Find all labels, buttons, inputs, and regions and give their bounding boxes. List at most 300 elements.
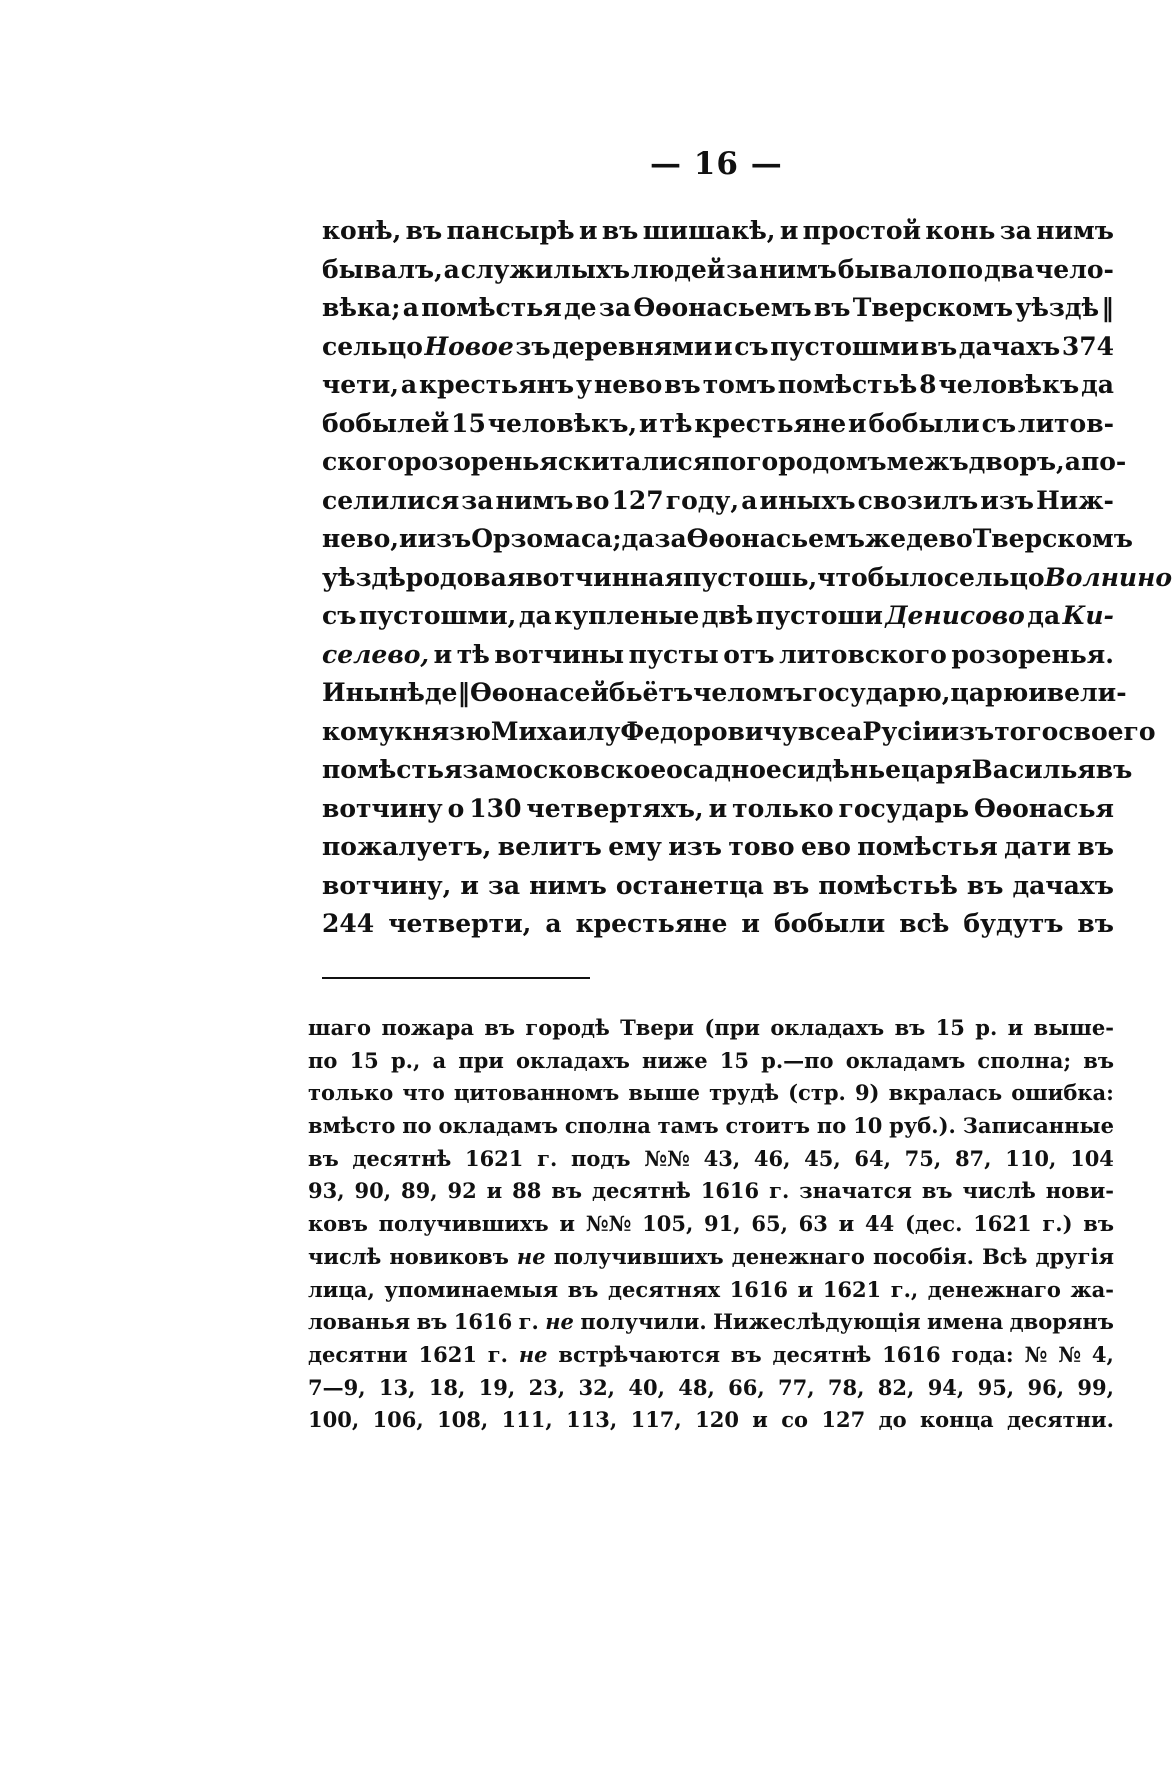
footnote-line xyxy=(308,1110,1114,1143)
word: по- xyxy=(1080,447,1127,476)
word: межъ xyxy=(886,447,969,476)
word: 90, xyxy=(354,1178,392,1204)
word: (при xyxy=(704,1015,760,1040)
word: человѣкъ xyxy=(938,370,1080,399)
word: было xyxy=(867,562,944,592)
word: нимъ xyxy=(759,254,837,284)
word: г. xyxy=(537,1145,558,1171)
word: по xyxy=(308,1047,338,1073)
word: бывалъ, xyxy=(322,254,443,284)
word: въ xyxy=(601,216,639,245)
word: за xyxy=(726,254,759,284)
word: г.) xyxy=(1042,1211,1073,1237)
word: шишакѣ, xyxy=(642,216,776,245)
word: уѣздѣ xyxy=(322,562,406,592)
main-text-line xyxy=(322,905,1114,944)
word: Твери xyxy=(620,1015,694,1040)
word: крестьяне xyxy=(575,909,728,938)
footnote-line xyxy=(308,1372,1114,1405)
word: де xyxy=(906,524,939,553)
word: пансырѣ xyxy=(446,216,575,245)
word: вкралась xyxy=(888,1080,1003,1106)
word: съ xyxy=(734,331,769,361)
word: Василья xyxy=(971,755,1096,784)
word: сполна; xyxy=(977,1047,1072,1073)
word: вели- xyxy=(1046,678,1127,707)
word: Федоровичу xyxy=(620,716,798,746)
word: (стр. xyxy=(788,1080,846,1106)
word: деревнями xyxy=(552,331,713,361)
word: челомъ xyxy=(693,678,803,707)
word: о xyxy=(447,793,465,823)
word: пустоши xyxy=(755,601,883,630)
word: и xyxy=(848,408,867,438)
word: 99, xyxy=(1077,1374,1114,1400)
word: до xyxy=(878,1407,907,1433)
word: будутъ xyxy=(963,909,1064,938)
word: лица, xyxy=(308,1276,375,1302)
word: московское xyxy=(494,755,667,784)
word: за xyxy=(461,485,494,515)
word: томъ xyxy=(702,370,776,399)
word: пустошми, xyxy=(358,601,517,630)
word: отъ xyxy=(723,639,775,669)
word: 1616 xyxy=(700,1178,760,1204)
word: вотчину xyxy=(322,793,443,823)
word: и xyxy=(486,1178,503,1204)
footnote xyxy=(308,1012,1114,1437)
word: и xyxy=(559,1211,575,1237)
word: тово xyxy=(728,832,795,861)
word: 15 xyxy=(349,1047,379,1073)
word: 19, xyxy=(478,1374,516,1400)
word: человѣкъ, xyxy=(487,408,638,438)
word: получившихъ xyxy=(378,1211,549,1237)
word: чело- xyxy=(1035,254,1114,284)
word: въ xyxy=(551,1178,583,1204)
word: 89, xyxy=(400,1178,438,1204)
word: 78, xyxy=(827,1374,865,1400)
word: №№ xyxy=(585,1211,632,1237)
main-text-line xyxy=(322,636,1114,675)
word: тамъ xyxy=(657,1113,719,1139)
word: де xyxy=(424,678,458,707)
word: 15 xyxy=(935,1015,965,1040)
footnote-line xyxy=(308,1045,1114,1078)
word: скиталися xyxy=(557,447,712,476)
word: денежнаго xyxy=(731,1243,865,1269)
word: десятнях xyxy=(607,1276,721,1302)
word: въ xyxy=(567,1276,599,1302)
word: пособія. xyxy=(872,1243,974,1269)
word: князю xyxy=(394,716,491,746)
word: всѣ xyxy=(899,909,950,938)
word: а xyxy=(741,485,758,515)
word: того xyxy=(994,716,1059,746)
word: г. xyxy=(487,1341,508,1367)
word: въ xyxy=(813,293,851,322)
word: что xyxy=(817,562,868,592)
word: Ѳѳонасьемъ xyxy=(686,524,865,553)
main-text-line xyxy=(322,405,1114,444)
word: 92 xyxy=(447,1178,477,1204)
word: г. xyxy=(769,1178,790,1204)
word: не xyxy=(545,1309,574,1335)
footnote-line xyxy=(308,1404,1114,1437)
word: 1621 xyxy=(418,1341,477,1367)
word: и xyxy=(838,1211,855,1237)
main-text-line xyxy=(322,559,1172,598)
word: дати xyxy=(1004,832,1072,861)
word: 130 xyxy=(469,793,522,823)
word: и xyxy=(460,870,479,900)
word: Денисово xyxy=(885,601,1025,630)
word: 43, xyxy=(703,1145,741,1171)
main-text-line xyxy=(322,251,1114,290)
word: 13, xyxy=(378,1374,416,1400)
word: де xyxy=(564,293,597,322)
word: Ѳѳонасья xyxy=(974,793,1114,823)
word: 127 xyxy=(611,485,664,515)
word: встрѣчаются xyxy=(558,1341,721,1367)
word: купленые xyxy=(554,601,700,630)
word: въ xyxy=(664,370,701,399)
word: останетца xyxy=(615,870,764,900)
word: 120 xyxy=(695,1407,739,1433)
word: дворянъ xyxy=(1009,1309,1114,1335)
word: Всѣ xyxy=(982,1243,1028,1269)
word: въ xyxy=(1083,1047,1114,1073)
word: розоренья. xyxy=(951,639,1114,669)
word: 45, xyxy=(804,1145,841,1171)
word: въ xyxy=(416,1309,448,1335)
word: помѣстья xyxy=(857,832,998,861)
word: въ xyxy=(920,331,958,361)
word: упоминаемыя xyxy=(384,1276,559,1302)
word: 40, xyxy=(628,1374,665,1400)
word: 117, xyxy=(630,1407,682,1433)
word: бобылей xyxy=(322,408,450,438)
footnote-line xyxy=(308,1306,1114,1339)
word: и xyxy=(741,909,760,938)
word: Новое xyxy=(424,331,514,361)
word: окладахъ xyxy=(516,1047,630,1073)
word: нево xyxy=(594,370,663,399)
word: 106, xyxy=(372,1407,424,1433)
word: Тверскомъ xyxy=(972,524,1133,553)
word: да xyxy=(621,524,655,553)
word: селилися xyxy=(322,485,460,515)
word: дворъ, xyxy=(968,447,1065,476)
word: И xyxy=(322,678,346,707)
word: 4, xyxy=(1091,1341,1114,1367)
word: Ки- xyxy=(1062,601,1114,630)
word: съ xyxy=(322,601,357,630)
word: числѣ xyxy=(962,1178,1036,1204)
word: да xyxy=(518,601,552,630)
word: 1621 xyxy=(822,1276,882,1302)
word: ниже xyxy=(642,1047,708,1073)
word: получили. xyxy=(580,1309,707,1335)
word: окладамъ xyxy=(845,1047,966,1073)
word: шагo xyxy=(308,1015,372,1040)
word: года: xyxy=(951,1341,1014,1367)
word: въ xyxy=(1077,832,1114,861)
word: Ѳѳонасей xyxy=(469,678,609,707)
word: изъ xyxy=(417,524,472,553)
word: 75, xyxy=(904,1145,942,1171)
word: въ xyxy=(894,1015,926,1040)
word: 7—9, xyxy=(308,1374,366,1400)
word: Михаилу xyxy=(490,716,621,746)
word: значатся xyxy=(799,1178,912,1204)
word: десятнѣ xyxy=(352,1145,452,1171)
word: въ xyxy=(1083,1211,1114,1237)
word: изъ xyxy=(668,832,722,861)
word: руб.). xyxy=(889,1113,956,1139)
word: сидѣнье xyxy=(781,755,901,784)
word: конь xyxy=(925,216,996,245)
word: всеа xyxy=(797,716,863,746)
word: пустошми xyxy=(770,331,920,361)
word: въ xyxy=(966,870,1004,900)
word: изъ xyxy=(980,485,1034,515)
word: другія xyxy=(1035,1243,1114,1269)
word: сполна xyxy=(564,1113,651,1139)
word: подъ xyxy=(571,1145,631,1171)
word: трудѣ xyxy=(709,1080,779,1106)
word: выше- xyxy=(1033,1015,1114,1040)
word: ‖ xyxy=(1101,293,1114,322)
word: не xyxy=(518,1341,548,1367)
word: пусты xyxy=(628,639,719,669)
word: крестьянъ xyxy=(419,370,575,399)
word: ‖ xyxy=(457,678,470,707)
word: зъ xyxy=(515,331,551,361)
word: 46, xyxy=(753,1145,791,1171)
word: 23, xyxy=(528,1374,566,1400)
word: при xyxy=(458,1047,504,1073)
word: четвертяхъ, xyxy=(526,793,704,823)
word: во xyxy=(575,485,610,515)
footnote-line xyxy=(308,1274,1114,1307)
word: 113, xyxy=(566,1407,618,1433)
word: и xyxy=(638,408,658,438)
word: за xyxy=(462,755,495,784)
word: въ xyxy=(1077,909,1114,938)
word: и xyxy=(752,1407,768,1433)
word: нимъ xyxy=(529,870,607,900)
main-text-line xyxy=(322,597,1114,636)
word: нево, xyxy=(322,524,399,553)
word: бобыли xyxy=(773,909,886,938)
word: Орзомаса; xyxy=(471,524,622,553)
footnote-line xyxy=(308,1175,1114,1208)
word: два xyxy=(983,254,1035,284)
word: 1621 xyxy=(464,1145,524,1171)
word: а xyxy=(1064,447,1081,476)
word: вотчину, xyxy=(322,870,452,900)
word: людей xyxy=(630,254,726,284)
word: кому xyxy=(322,716,395,746)
word: 65, xyxy=(751,1211,788,1237)
word: Нижеслѣдующія xyxy=(713,1309,921,1335)
word: № xyxy=(1024,1341,1048,1367)
word: и xyxy=(398,524,418,553)
word: а xyxy=(402,293,419,322)
word: 15 xyxy=(719,1047,749,1073)
main-text-line xyxy=(322,790,1114,829)
word: государю, xyxy=(802,678,951,707)
word: вѣка; xyxy=(322,293,401,322)
word: денежнаго xyxy=(927,1276,1061,1302)
word: и xyxy=(779,216,799,245)
word: четверти, xyxy=(388,909,532,938)
word: р., xyxy=(390,1047,421,1073)
word: въ xyxy=(308,1145,339,1171)
word: окладахъ xyxy=(770,1015,885,1040)
main-text-line xyxy=(322,482,1114,521)
word: тѣ xyxy=(659,408,693,438)
word: селево, xyxy=(322,639,430,669)
word: литовского xyxy=(779,639,947,669)
word: а xyxy=(443,254,460,284)
word: во xyxy=(938,524,973,553)
main-text-line xyxy=(322,751,1133,790)
word: 18, xyxy=(428,1374,466,1400)
word: Волнино xyxy=(1044,562,1172,592)
footnote-divider xyxy=(322,977,590,979)
word: Русіи xyxy=(862,716,941,746)
word: 64, xyxy=(854,1145,891,1171)
word: по xyxy=(402,1113,432,1139)
word: и xyxy=(714,331,733,361)
word: конца xyxy=(919,1407,994,1433)
main-text-line xyxy=(322,443,1127,482)
word: 87, xyxy=(954,1145,992,1171)
word: (дес. xyxy=(905,1211,963,1237)
word: окладамъ xyxy=(438,1113,559,1139)
word: свозилъ xyxy=(857,485,979,515)
word: крестьяне xyxy=(694,408,847,438)
word: по xyxy=(711,447,747,476)
word: дачахъ xyxy=(958,331,1061,361)
word: 1616 xyxy=(453,1309,513,1335)
word: сельцо xyxy=(943,562,1045,592)
footnote-line xyxy=(308,1143,1114,1176)
word: Записанные xyxy=(962,1113,1114,1139)
word: въ xyxy=(730,1341,762,1367)
word: №№ xyxy=(644,1145,690,1171)
word: 100, xyxy=(308,1407,360,1433)
word: 1621 xyxy=(973,1211,1032,1237)
word: десятнѣ xyxy=(591,1178,691,1204)
word: въ xyxy=(1095,755,1133,784)
footnote-line xyxy=(308,1339,1114,1372)
word: только xyxy=(732,793,834,823)
word: 104 xyxy=(1070,1145,1114,1171)
word: ево xyxy=(800,832,851,861)
word: по xyxy=(816,1113,847,1139)
word: ковъ xyxy=(308,1211,368,1237)
word: а xyxy=(432,1047,447,1073)
word: только xyxy=(308,1080,394,1106)
word: 15 xyxy=(451,408,486,438)
word: у xyxy=(576,370,593,399)
word: уѣздѣ xyxy=(1015,293,1100,322)
word: 82, xyxy=(877,1374,915,1400)
word: осадное xyxy=(666,755,782,784)
word: съ xyxy=(981,408,1016,438)
word: помѣстьѣ xyxy=(818,870,958,900)
word: 95, xyxy=(977,1374,1015,1400)
word: 93, xyxy=(308,1178,345,1204)
word: въ xyxy=(921,1178,953,1204)
main-text-line xyxy=(322,713,1156,752)
word: 374 xyxy=(1061,331,1114,361)
word: двѣ xyxy=(701,601,754,630)
word: а xyxy=(545,909,562,938)
main-text-line xyxy=(322,366,1114,405)
word: г., xyxy=(890,1276,919,1302)
word: и xyxy=(797,1276,814,1302)
word: что xyxy=(402,1080,445,1106)
footnote-line xyxy=(308,1208,1114,1241)
word: 48, xyxy=(678,1374,715,1400)
word: № xyxy=(1058,1341,1082,1367)
word: за xyxy=(598,293,632,322)
word: иныхъ xyxy=(759,485,856,515)
word: пожалуетъ, xyxy=(322,832,492,861)
word: бобыли xyxy=(868,408,980,438)
word: городѣ xyxy=(525,1015,610,1040)
word: царя xyxy=(900,755,972,784)
word: Ниж- xyxy=(1036,485,1114,515)
main-text-line xyxy=(322,828,1114,867)
word: нови- xyxy=(1045,1178,1114,1204)
word: своего xyxy=(1058,716,1156,746)
word: бывало xyxy=(837,254,948,284)
word: по xyxy=(948,254,984,284)
word: вотчины xyxy=(494,639,625,669)
word: 244 xyxy=(322,909,375,938)
word: и xyxy=(578,216,598,245)
word: 91, xyxy=(704,1211,741,1237)
word: велитъ xyxy=(497,832,602,861)
word: служилыхъ xyxy=(460,254,631,284)
word: городомъ xyxy=(746,447,887,476)
word: 9) xyxy=(854,1080,880,1106)
word: же xyxy=(864,524,907,553)
word: цитованномъ xyxy=(453,1080,620,1106)
word: г. xyxy=(518,1309,539,1335)
word: вотчинная xyxy=(525,562,683,592)
word: Ѳѳонасьемъ xyxy=(633,293,812,322)
word: р.—по xyxy=(761,1047,834,1073)
page-number: — 16 — xyxy=(650,146,783,182)
word: не xyxy=(516,1243,546,1269)
word: 110, xyxy=(1005,1145,1057,1171)
word: простой xyxy=(802,216,922,245)
word: и xyxy=(433,639,453,669)
word: бьётъ xyxy=(608,678,694,707)
main-text xyxy=(322,212,1172,944)
word: 105, xyxy=(642,1211,694,1237)
word: дачахъ xyxy=(1012,870,1114,900)
main-text-line xyxy=(322,674,1127,713)
word: за xyxy=(487,870,521,900)
word: году, xyxy=(665,485,740,515)
